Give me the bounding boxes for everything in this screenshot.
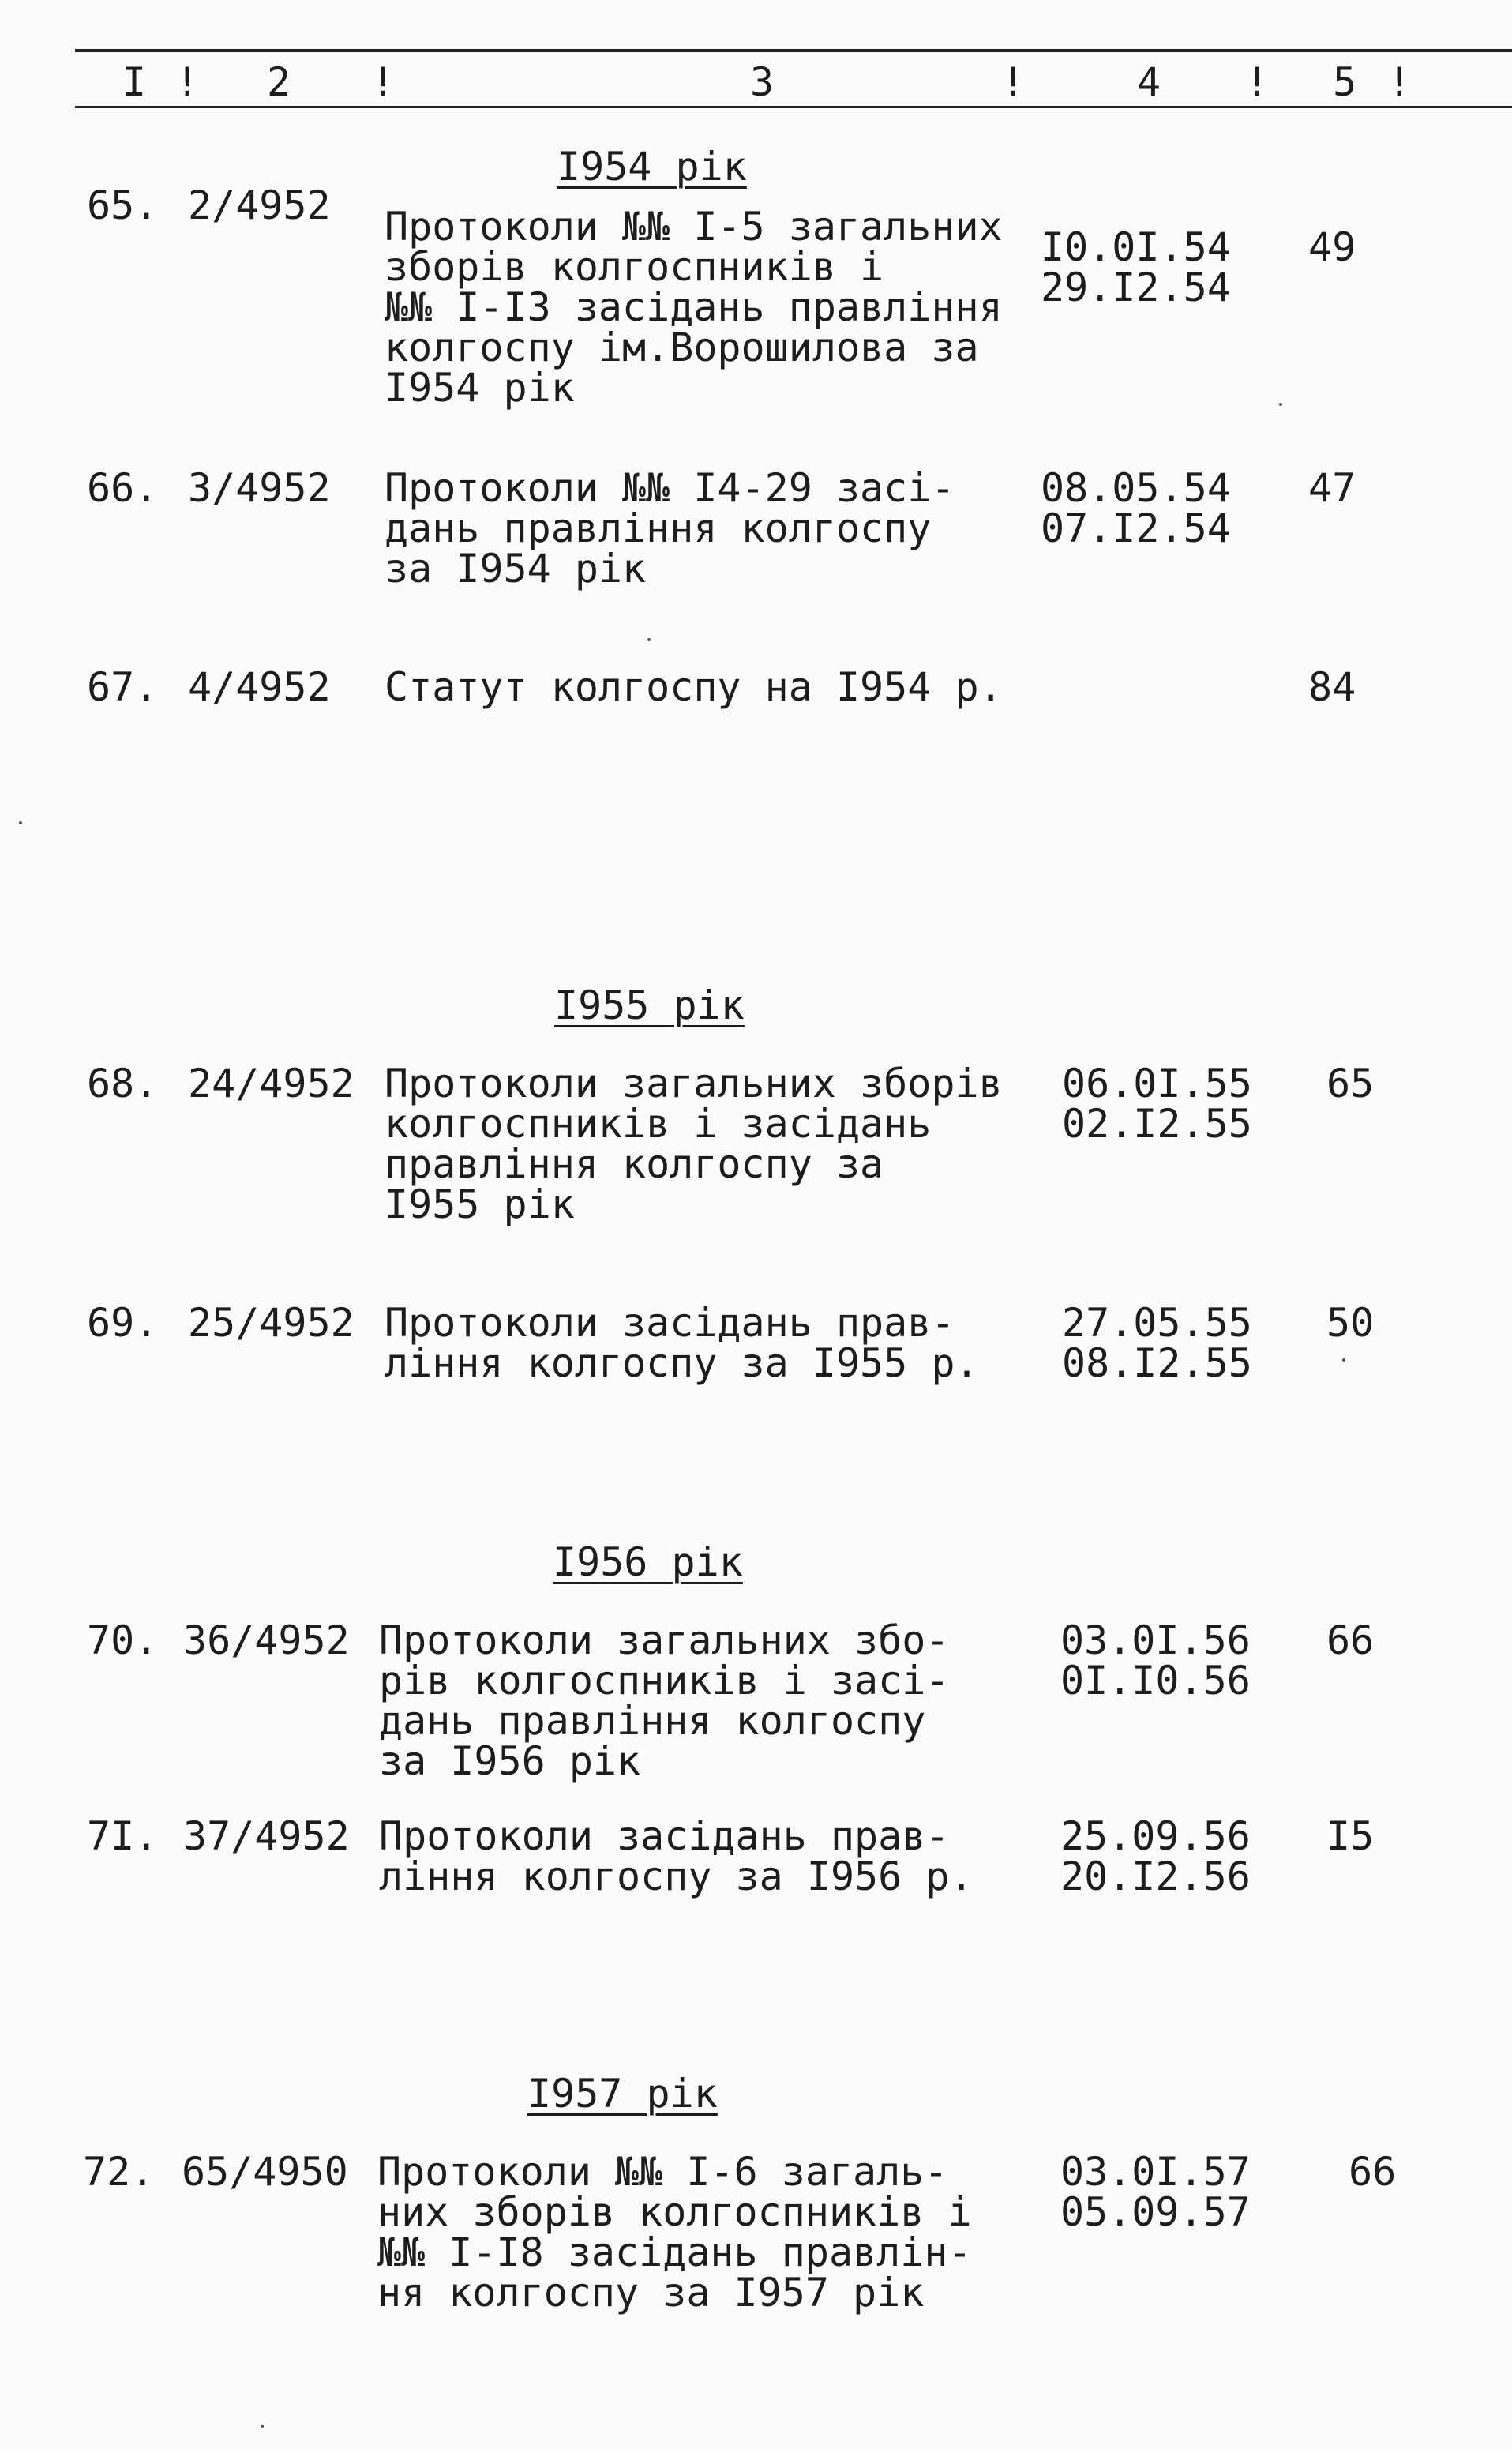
row-number: 70. — [87, 1617, 159, 1663]
header-top-rule — [75, 49, 1512, 52]
date-start: 25.09.56 — [1060, 1813, 1251, 1859]
column-separator: ! — [1001, 59, 1026, 105]
file-title-line: них зборів колгоспників і — [377, 2189, 972, 2235]
section-year-heading: I954 рік — [557, 144, 747, 190]
row-number: 68. — [87, 1061, 159, 1106]
date-start: 03.0I.56 — [1060, 1617, 1251, 1663]
date-end: 0I.I0.56 — [1060, 1658, 1251, 1703]
file-title-line: Протоколи загальних збо- — [379, 1617, 950, 1663]
section-year-heading: I957 рік — [527, 2071, 718, 2117]
file-code: 25/4952 — [188, 1300, 355, 1346]
file-title-line: №№ I-I3 засідань правління — [385, 284, 1003, 330]
date-start: I0.0I.54 — [1041, 224, 1231, 270]
file-title-line: ня колгоспу за I957 рік — [377, 2270, 925, 2316]
file-title-line: дань правління колгоспу — [379, 1698, 926, 1744]
date-end: 02.I2.55 — [1062, 1101, 1252, 1147]
file-code: 36/4952 — [183, 1617, 350, 1663]
column-header-2: 2 — [267, 59, 291, 105]
file-title-line: №№ I-I8 засідань правлін- — [377, 2229, 972, 2275]
date-start: 03.0I.57 — [1060, 2149, 1251, 2195]
file-title-line: правління колгоспу за — [385, 1141, 884, 1187]
sheet-count: 66 — [1326, 1617, 1375, 1663]
sheet-count: 47 — [1308, 465, 1356, 511]
file-title-line: за I956 рік — [379, 1738, 641, 1784]
sheet-count: 49 — [1308, 224, 1356, 270]
file-title-line: Протоколи загальних зборів — [385, 1061, 1003, 1106]
row-number: 7I. — [87, 1813, 159, 1859]
section-year-heading: I955 рік — [554, 982, 745, 1028]
scan-speck — [261, 2425, 264, 2428]
file-title-line: рів колгоспників і засі- — [379, 1658, 950, 1703]
file-code: 24/4952 — [188, 1061, 355, 1106]
scan-speck — [1342, 1358, 1345, 1362]
date-end: 20.I2.56 — [1060, 1854, 1251, 1899]
sheet-count: 84 — [1308, 664, 1356, 710]
file-title-line: Протоколи №№ I-5 загальних — [385, 204, 1003, 250]
file-title-line: Статут колгоспу на I954 р. — [385, 664, 1003, 710]
file-code: 4/4952 — [188, 664, 331, 710]
file-title-line: колгоспників і засідань — [385, 1101, 932, 1147]
file-title-line: Протоколи засідань прав- — [379, 1813, 950, 1859]
date-end: 07.I2.54 — [1041, 505, 1231, 551]
file-title-line: Протоколи №№ I-6 загаль- — [377, 2149, 948, 2195]
sheet-count: 66 — [1349, 2149, 1397, 2195]
sheet-count: 50 — [1326, 1300, 1375, 1346]
row-number: 65. — [87, 182, 159, 228]
column-header-5: 5 — [1333, 59, 1357, 105]
date-end: 08.I2.55 — [1062, 1340, 1252, 1386]
file-title-line: за I954 рік — [385, 546, 647, 592]
date-end: 29.I2.54 — [1041, 265, 1231, 310]
file-title-line: ління колгоспу за I956 р. — [379, 1854, 974, 1899]
file-title-line: дань правління колгоспу — [385, 505, 932, 551]
column-separator: ! — [371, 59, 396, 105]
column-header-4: 4 — [1137, 59, 1161, 105]
file-code: 37/4952 — [183, 1813, 350, 1859]
file-title-line: Протоколи засідань прав- — [385, 1300, 955, 1346]
file-title-line: I954 рік — [385, 365, 575, 411]
column-header-1: I — [122, 59, 147, 105]
row-number: 67. — [87, 664, 159, 710]
file-title-line: I955 рік — [385, 1181, 575, 1227]
date-start: 27.05.55 — [1062, 1300, 1252, 1346]
row-number: 66. — [87, 465, 159, 511]
date-start: 08.05.54 — [1041, 465, 1231, 511]
row-number: 69. — [87, 1300, 159, 1346]
file-title-line: Протоколи №№ I4-29 засі- — [385, 465, 955, 511]
scan-speck — [647, 638, 651, 641]
sheet-count: 65 — [1326, 1061, 1375, 1106]
file-code: 65/4950 — [182, 2149, 348, 2195]
sheet-count: I5 — [1326, 1813, 1375, 1859]
column-header-3: 3 — [750, 59, 775, 105]
file-title-line: колгоспу ім.Ворошилова за — [385, 325, 979, 370]
file-code: 2/4952 — [188, 182, 331, 228]
file-code: 3/4952 — [188, 465, 331, 511]
header-bottom-rule — [75, 106, 1512, 108]
file-title-line: зборів колгоспників і — [385, 244, 884, 290]
scan-speck — [1279, 403, 1282, 406]
section-year-heading: I956 рік — [553, 1539, 743, 1585]
column-separator: ! — [1245, 59, 1270, 105]
column-separator: ! — [175, 59, 200, 105]
column-separator: ! — [1387, 59, 1412, 105]
row-number: 72. — [83, 2149, 155, 2195]
date-end: 05.09.57 — [1060, 2189, 1251, 2235]
date-start: 06.0I.55 — [1062, 1061, 1252, 1106]
file-title-line: ління колгоспу за I955 р. — [385, 1340, 979, 1386]
scan-speck — [19, 821, 22, 824]
